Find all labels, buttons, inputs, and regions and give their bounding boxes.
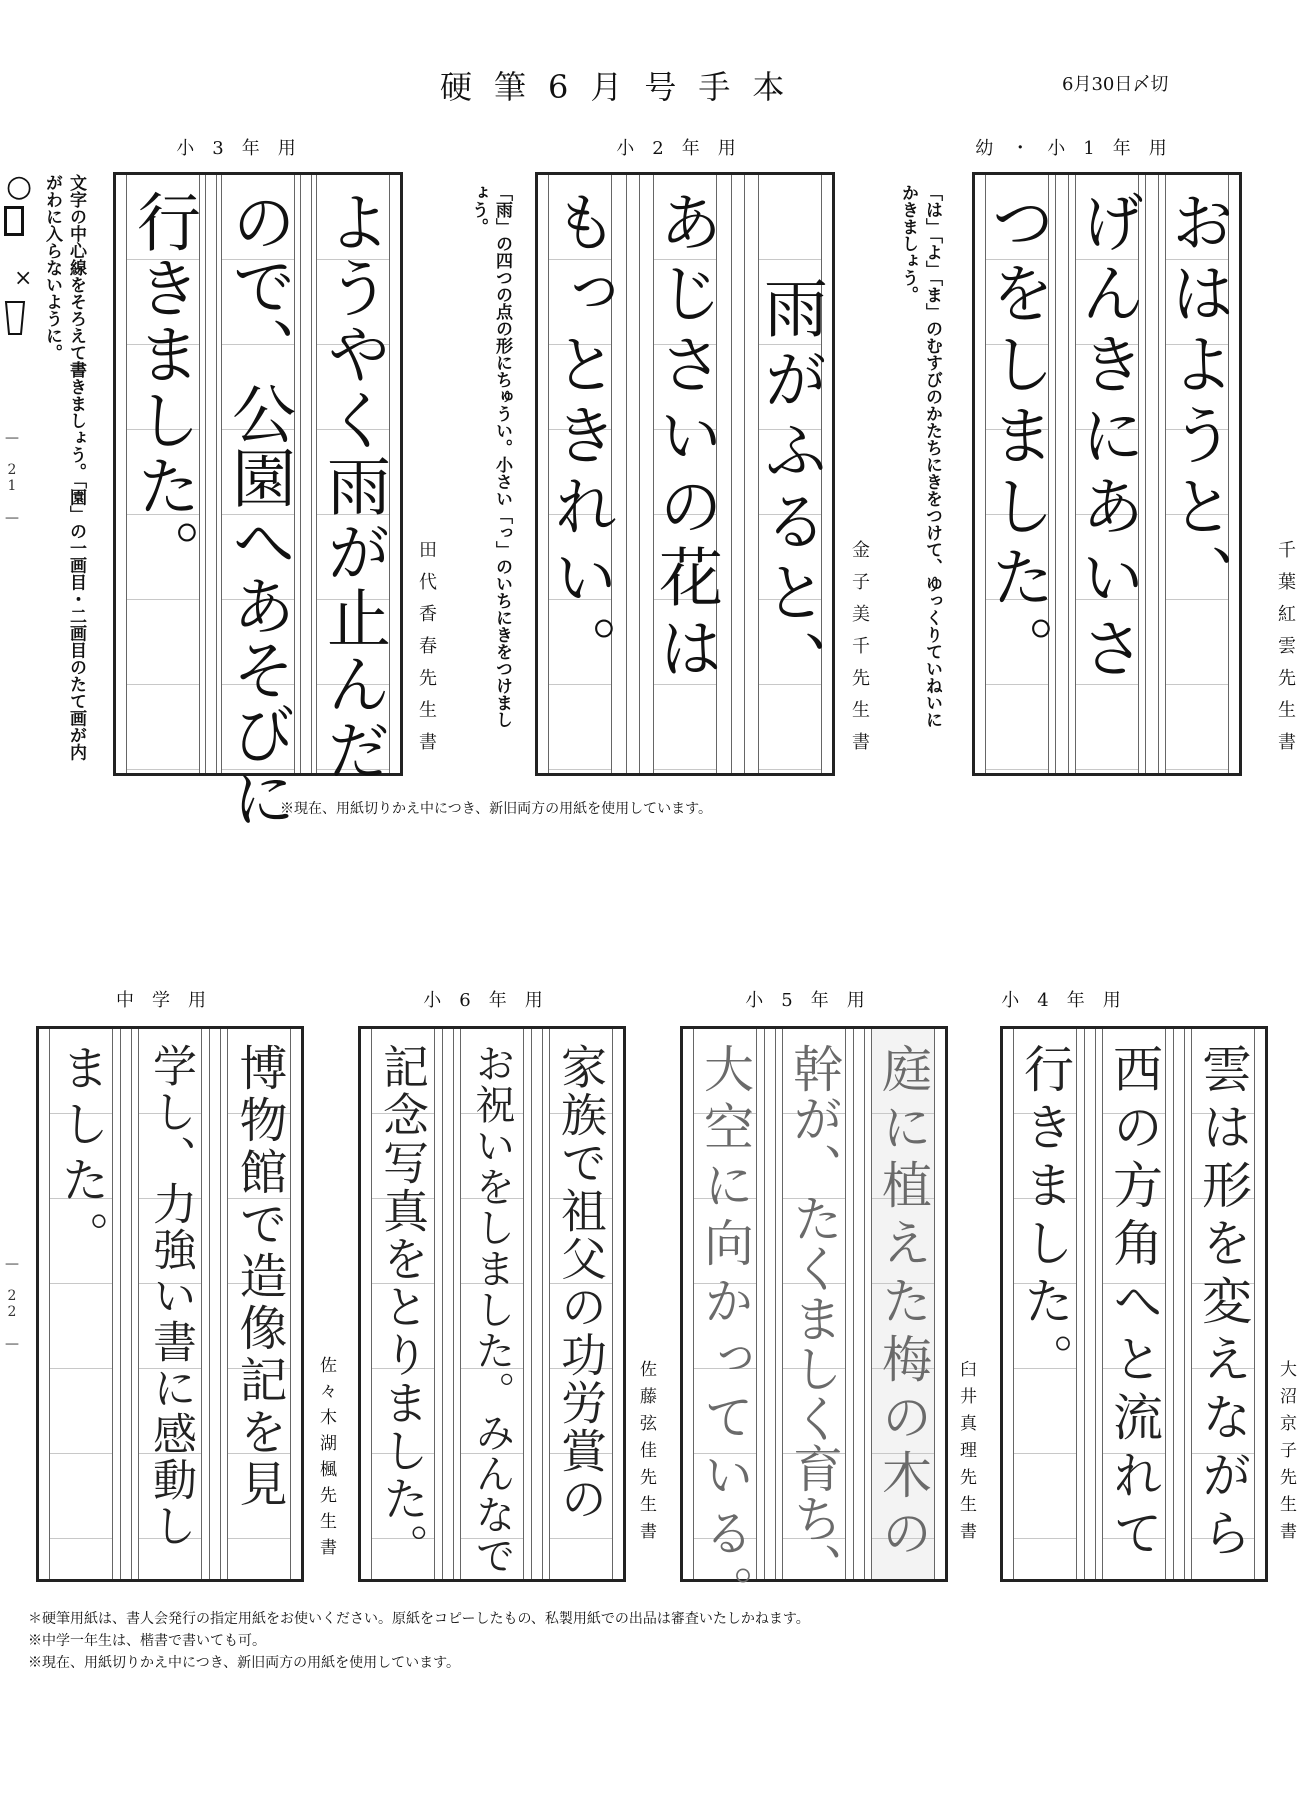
footnote: ＊硬筆用紙は、書人会発行の指定用紙をお使いください。原紙をコピーしたもの、私製用紙での出品は審査いたしかねます。 xyxy=(28,1611,810,1627)
writing-tip: 「は」「よ」「ま」のむすびのかたちにきをつけて、ゆっくりていねいにかきましょう。 xyxy=(898,184,942,728)
sheet-gap xyxy=(1055,175,1069,773)
model-line: 雨がふると、 xyxy=(753,275,827,701)
page-number-22: — 22 — xyxy=(4,1256,20,1352)
sheet-gap xyxy=(731,175,745,773)
sheet-gap xyxy=(1173,1029,1185,1579)
practice-sheet-grade1 xyxy=(972,172,1242,776)
sheet-gap xyxy=(209,1029,221,1579)
sheet-gap xyxy=(442,1029,454,1579)
sheet-column xyxy=(1013,1029,1077,1579)
sheet-column xyxy=(549,1029,613,1579)
practice-sheet-grade2 xyxy=(535,172,835,776)
level-label-grade3: 小3年用 xyxy=(176,138,314,159)
sheet-column xyxy=(221,175,295,829)
cross-mark: × xyxy=(14,266,33,291)
model-line: 庭に植えた梅の木の xyxy=(874,1043,932,1565)
sheet-column xyxy=(227,1029,291,1579)
sheet-column xyxy=(316,175,390,783)
model-line: ようやく雨が止んだ xyxy=(316,189,390,783)
author-credit: 大沼京子先生書 xyxy=(1276,1360,1296,1549)
author-credit: 佐々木湖楓先生書 xyxy=(316,1356,336,1564)
sheet-column xyxy=(49,1029,113,1579)
model-line: 記念写真をとりました。 xyxy=(376,1043,430,1571)
practice-sheet-grade4 xyxy=(1000,1026,1268,1582)
sheet-gap xyxy=(120,1029,132,1579)
practice-sheet-grade5 xyxy=(680,1026,948,1623)
level-label-grade5: 小5年用 xyxy=(745,990,883,1011)
practice-sheet-junior-high xyxy=(36,1026,304,1582)
wrong-box-icon xyxy=(4,300,26,336)
page-number-21: — 21 — xyxy=(4,430,20,526)
sheet-gap xyxy=(531,1029,543,1579)
circle-mark: ○ xyxy=(6,169,33,204)
sheet-gap xyxy=(764,1029,776,1579)
model-line: お祝いをしました。みんなで xyxy=(469,1043,515,1576)
author-credit: 佐藤弦佳先生書 xyxy=(636,1360,656,1549)
sheet-column xyxy=(1191,1029,1255,1579)
deadline: 6月30日〆切 xyxy=(1062,74,1169,95)
sheet-column xyxy=(1160,175,1234,773)
model-line: 行きました。 xyxy=(1016,1043,1074,1391)
level-label-grade6: 小6年用 xyxy=(423,990,561,1011)
correct-box-icon xyxy=(4,206,24,236)
author-credit: 田代香春先生書 xyxy=(416,540,437,764)
sheet-column xyxy=(1102,1029,1166,1579)
level-label-grade4: 小4年用 xyxy=(1001,990,1139,1011)
sheet-column xyxy=(753,175,827,773)
model-line: 行きました。 xyxy=(126,189,200,585)
footnote: ※中学一年生は、楷書で書いても可。 xyxy=(28,1633,266,1649)
sheet-column xyxy=(782,1029,846,1593)
sheet-column xyxy=(980,175,1054,773)
sheet-column xyxy=(460,1029,524,1579)
model-line: ので、公園へあそびに xyxy=(221,189,295,829)
model-line: もっときれい。 xyxy=(543,189,617,686)
author-credit: 千葉紅雲先生書 xyxy=(1275,540,1296,764)
writing-tip: 文字の中心線をそろえて書きましょう。「園」の一画目・二画目のたて画が内がわに入らないように。 xyxy=(42,174,86,761)
author-credit: 臼井真理先生書 xyxy=(956,1360,976,1549)
model-line: 家族で祖父の功労賞の xyxy=(554,1043,608,1523)
sheet-column xyxy=(1070,175,1144,773)
model-line: 西の方角へと流れて xyxy=(1105,1043,1163,1565)
model-line: 大空に向かっている。 xyxy=(696,1043,754,1623)
model-line: あじさいの花は xyxy=(648,189,722,686)
sheet-column xyxy=(126,175,200,773)
sheet-column xyxy=(871,1029,935,1579)
sheet-gap xyxy=(300,175,312,773)
paper-change-note: ※現在、用紙切りかえ中につき、新旧両方の用紙を使用しています。 xyxy=(280,801,713,817)
sheet-gap xyxy=(853,1029,865,1579)
level-label-grade1: 幼・小1年用 xyxy=(975,138,1185,159)
model-line: 幹が、たくましく育ち、 xyxy=(785,1043,843,1593)
page-title: 硬筆6月号手本 xyxy=(440,68,807,106)
sheet-column xyxy=(543,175,617,773)
sheet-column xyxy=(138,1029,202,1579)
practice-sheet-grade6 xyxy=(358,1026,626,1582)
model-line: げんきにあいさ xyxy=(1070,189,1144,686)
sheet-gap xyxy=(205,175,217,773)
practice-sheet-grade3 xyxy=(113,172,403,829)
sheet-gap xyxy=(1084,1029,1096,1579)
level-label-grade2: 小2年用 xyxy=(616,138,754,159)
writing-tip: 「雨」の四つの点の形にちゅうい。小さい「っ」のいちにきをつけましょう。 xyxy=(468,184,512,728)
sheet-column xyxy=(371,1029,435,1579)
model-line: ました。 xyxy=(53,1043,109,1267)
model-line: おはようと、 xyxy=(1160,189,1234,615)
sheet-gap xyxy=(1145,175,1159,773)
model-line: 博物館で造像記を見 xyxy=(231,1043,287,1511)
sheet-gap xyxy=(626,175,640,773)
author-credit: 金子美千先生書 xyxy=(849,540,870,764)
model-line: つをしました。 xyxy=(980,189,1054,686)
model-line: 学し、力強い書に感動し xyxy=(145,1043,196,1549)
model-line: 雲は形を変えながら xyxy=(1194,1043,1252,1565)
level-label-junior-high: 中学用 xyxy=(116,990,224,1011)
sheet-column xyxy=(693,1029,757,1623)
sheet-column xyxy=(648,175,722,773)
footnote: ※現在、用紙切りかえ中につき、新旧両方の用紙を使用しています。 xyxy=(28,1655,461,1671)
